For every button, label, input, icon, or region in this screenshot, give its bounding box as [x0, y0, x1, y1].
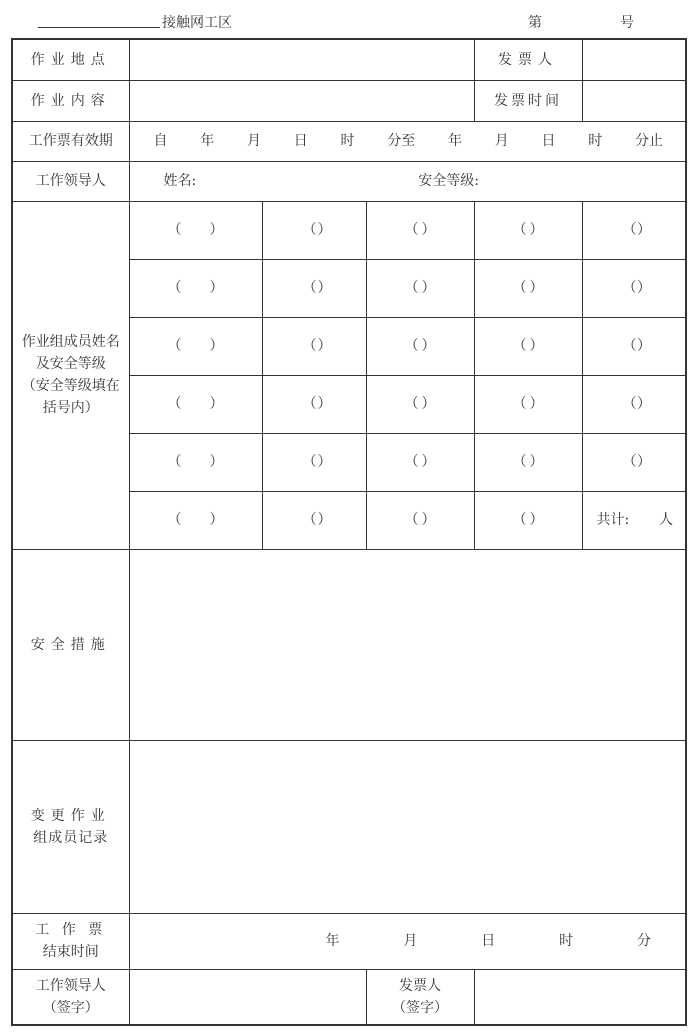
- safety-label: 安全措施: [12, 549, 129, 740]
- paren-open: （: [167, 454, 182, 470]
- member-cell[interactable]: [129, 259, 262, 317]
- paren-open: （: [512, 512, 527, 528]
- paren-close: ）: [209, 280, 224, 296]
- member-cell[interactable]: [262, 375, 366, 433]
- member-cell[interactable]: [474, 201, 582, 259]
- leader-grade-label: 安全等级:: [418, 173, 479, 189]
- member-cell[interactable]: [262, 317, 366, 375]
- member-cell[interactable]: [366, 317, 474, 375]
- member-cell[interactable]: [474, 317, 582, 375]
- paren-open: （: [167, 396, 182, 412]
- paren-open: （: [404, 454, 419, 470]
- paren-open: （: [512, 396, 527, 412]
- paren-close: ）: [209, 338, 224, 354]
- end-minute: 分: [637, 933, 651, 949]
- members-label-line: 括号内）: [42, 400, 99, 416]
- paren-open: （: [302, 512, 317, 528]
- leader-signature-line: 工作领导人: [35, 977, 106, 994]
- paren-open: （: [404, 512, 419, 528]
- validity-hour-1: 时: [340, 133, 355, 149]
- validity-month-2: 月: [494, 133, 509, 149]
- paren-close: ）: [317, 512, 332, 528]
- total-label: 共计:: [596, 512, 630, 528]
- members-label-line: 及安全等级: [35, 356, 106, 372]
- member-cell[interactable]: [582, 259, 686, 317]
- location-field[interactable]: [129, 39, 474, 80]
- paren-open: （: [622, 454, 637, 470]
- member-cell[interactable]: [366, 433, 474, 491]
- member-cell[interactable]: [474, 375, 582, 433]
- end-time-field[interactable]: [129, 913, 686, 969]
- end-year: 年: [325, 933, 340, 949]
- member-cell[interactable]: [262, 201, 366, 259]
- end-time-label: [12, 913, 129, 969]
- paren-close: ）: [421, 280, 436, 296]
- end-time-label-line: 工 作 票: [35, 922, 107, 938]
- paren-close: ）: [421, 454, 436, 470]
- paren-close: ）: [637, 222, 652, 238]
- member-cell[interactable]: [366, 375, 474, 433]
- issuer-label: 发票人: [474, 39, 582, 80]
- issuer-signature-label: [366, 969, 474, 1025]
- dept-label: 接触网工区: [162, 15, 232, 31]
- number-prefix: 第: [528, 15, 542, 31]
- paren-close: ）: [317, 396, 332, 412]
- member-cell[interactable]: [582, 201, 686, 259]
- paren-open: （: [167, 280, 182, 296]
- validity-year-1: 年: [200, 133, 215, 149]
- content-field[interactable]: [129, 80, 474, 121]
- paren-close: ）: [317, 222, 332, 238]
- paren-open: （: [302, 396, 317, 412]
- issuer-field[interactable]: [582, 39, 686, 80]
- paren-close: ）: [529, 222, 544, 238]
- paren-open: （: [167, 512, 182, 528]
- paren-close: ）: [421, 222, 436, 238]
- location-label: 作业地点: [12, 39, 129, 80]
- paren-open: （: [404, 280, 419, 296]
- change-label: [12, 740, 129, 913]
- paren-close: ）: [209, 222, 224, 238]
- paren-open: （: [302, 454, 317, 470]
- member-cell[interactable]: [129, 433, 262, 491]
- paren-open: （: [512, 454, 527, 470]
- member-cell[interactable]: [129, 201, 262, 259]
- validity-from: 自: [153, 133, 168, 149]
- member-cell[interactable]: [582, 317, 686, 375]
- leader-field[interactable]: [129, 161, 686, 201]
- issue-time-label: 发票时间: [474, 80, 582, 121]
- paren-close: ）: [529, 338, 544, 354]
- member-cell[interactable]: [366, 259, 474, 317]
- paren-close: ）: [529, 280, 544, 296]
- dept-name-blank[interactable]: [38, 27, 160, 28]
- member-cell[interactable]: [129, 375, 262, 433]
- member-total-cell[interactable]: [582, 491, 686, 549]
- total-unit: 人: [659, 512, 674, 528]
- paren-open: （: [404, 222, 419, 238]
- member-cell[interactable]: [262, 433, 366, 491]
- change-field[interactable]: [129, 740, 686, 913]
- issue-time-field[interactable]: [582, 80, 686, 121]
- paren-open: （: [404, 396, 419, 412]
- leader-signature-line: （签字）: [42, 999, 99, 1016]
- paren-close: ）: [637, 454, 652, 470]
- paren-open: （: [302, 338, 317, 354]
- validity-month-1: 月: [247, 133, 261, 149]
- validity-label: 工作票有效期: [12, 121, 129, 161]
- member-cell[interactable]: [582, 433, 686, 491]
- validity-hour-2: 时: [588, 133, 603, 149]
- leader-signature-field[interactable]: [129, 969, 366, 1025]
- paren-open: （: [404, 338, 419, 354]
- paren-close: ）: [421, 396, 436, 412]
- paren-open: （: [512, 338, 527, 354]
- paren-open: （: [622, 222, 637, 238]
- end-time-label-line: 结束时间: [42, 944, 99, 960]
- end-day: 日: [481, 933, 496, 949]
- paren-open: （: [512, 280, 527, 296]
- paren-close: ）: [637, 280, 652, 296]
- validity-day-1: 日: [293, 133, 308, 149]
- member-cell[interactable]: [474, 433, 582, 491]
- paren-close: ）: [209, 512, 224, 528]
- leader-name-label: 姓名:: [163, 173, 197, 189]
- members-label-line: 作业组成员姓名: [21, 334, 120, 350]
- change-label-line: 组成员记录: [33, 829, 109, 846]
- issuer-signature-line: （签字）: [392, 999, 448, 1016]
- end-month: 月: [403, 933, 418, 949]
- paren-close: ）: [317, 280, 332, 296]
- paren-open: （: [622, 396, 637, 412]
- validity-year-2: 年: [448, 133, 462, 149]
- number-suffix: 号: [620, 15, 634, 31]
- member-cell[interactable]: [366, 201, 474, 259]
- member-cell[interactable]: [129, 491, 262, 549]
- paren-close: ）: [317, 454, 332, 470]
- member-cell[interactable]: [474, 491, 582, 549]
- leader-signature-label: [12, 969, 129, 1025]
- member-cell[interactable]: [129, 317, 262, 375]
- paren-close: ）: [529, 512, 544, 528]
- paren-open: （: [302, 222, 317, 238]
- leader-label: 工作领导人: [12, 161, 129, 201]
- validity-field[interactable]: [129, 121, 686, 161]
- validity-minute-to: 分至: [387, 133, 416, 149]
- members-label: [12, 201, 129, 549]
- safety-field[interactable]: [129, 549, 686, 740]
- member-cell[interactable]: [474, 259, 582, 317]
- content-label: 作业内容: [12, 80, 129, 121]
- members-label-line: （安全等级填在: [21, 378, 120, 394]
- issuer-signature-field[interactable]: [474, 969, 686, 1025]
- paren-close: ）: [421, 338, 436, 354]
- paren-close: ）: [637, 338, 652, 354]
- paren-open: （: [622, 338, 637, 354]
- paren-close: ）: [637, 396, 652, 412]
- paren-close: ）: [209, 454, 224, 470]
- paren-open: （: [512, 222, 527, 238]
- end-hour: 时: [559, 933, 574, 949]
- validity-day-2: 日: [541, 133, 556, 149]
- paren-close: ）: [529, 454, 544, 470]
- validity-minute-end: 分止: [635, 133, 663, 149]
- member-cell[interactable]: [262, 491, 366, 549]
- paren-close: ）: [317, 338, 332, 354]
- member-cell[interactable]: [262, 259, 366, 317]
- paren-open: （: [622, 280, 637, 296]
- paren-open: （: [167, 338, 182, 354]
- paren-close: ）: [421, 512, 436, 528]
- paren-open: （: [302, 280, 317, 296]
- member-cell[interactable]: [366, 491, 474, 549]
- change-label-line: 变更作业: [30, 807, 111, 824]
- paren-close: ）: [209, 396, 224, 412]
- paren-open: （: [167, 222, 182, 238]
- work-ticket-table: [11, 38, 687, 1026]
- issuer-signature-line: 发票人: [399, 977, 441, 994]
- member-cell[interactable]: [582, 375, 686, 433]
- paren-close: ）: [529, 396, 544, 412]
- form-header: [0, 0, 694, 38]
